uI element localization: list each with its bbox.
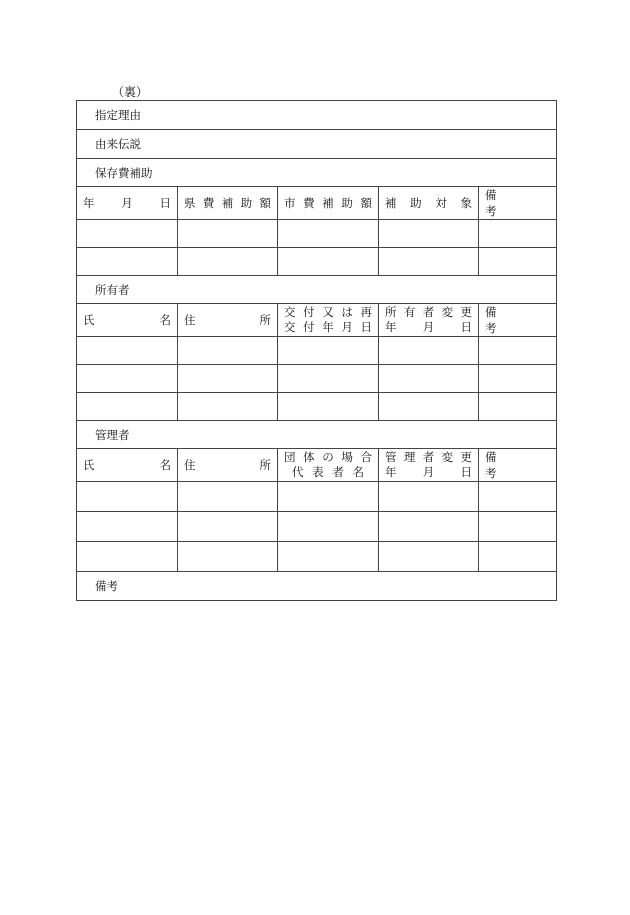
remarks-label: 備考 [77,572,557,601]
entry-cell[interactable] [278,512,379,542]
entry-cell[interactable] [278,393,379,421]
owner-change-header-line1: 所有者変更 [385,305,472,319]
manager-change-header-line1: 管理者変更 [385,450,472,464]
manager-name-header: 氏 名 [77,449,178,482]
entry-cell[interactable] [178,512,278,542]
entry-cell[interactable] [178,337,278,365]
entry-cell[interactable] [77,248,178,276]
owner-label: 所有者 [77,276,557,304]
manager-change-header [379,449,479,482]
entry-cell[interactable] [178,542,278,572]
manager-header-row [77,449,557,482]
entry-cell[interactable] [379,512,479,542]
registration-form-back [76,100,557,601]
owner-header-row [77,304,557,337]
subsidy-label: 保存費補助 [77,159,557,187]
entry-cell[interactable] [479,365,557,393]
entry-cell[interactable] [379,337,479,365]
representative-header-line1: 団体の場合 [284,450,372,464]
entry-cell[interactable] [278,220,379,248]
manager-remarks-header: 備 考 [479,449,557,482]
designation-reason-label: 指定理由 [77,101,557,130]
representative-header [278,449,379,482]
manager-label: 管理者 [77,421,557,449]
entry-cell[interactable] [178,393,278,421]
owner-address-header: 住 所 [178,304,278,337]
subsidy-entry-row [77,220,557,248]
owner-remarks-header: 備 考 [479,304,557,337]
manager-entry-row [77,542,557,572]
entry-cell[interactable] [479,248,557,276]
legend-label: 由来伝説 [77,130,557,159]
representative-header-line2: 代表者名 [292,465,364,479]
entry-cell[interactable] [278,482,379,512]
entry-cell[interactable] [479,482,557,512]
issue-date-header-line1: 交付又は再 [284,305,372,319]
owner-entry-row [77,365,557,393]
issue-date-header [278,304,379,337]
entry-cell[interactable] [178,220,278,248]
entry-cell[interactable] [379,542,479,572]
entry-cell[interactable] [379,248,479,276]
entry-cell[interactable] [379,393,479,421]
entry-cell[interactable] [278,542,379,572]
entry-cell[interactable] [77,542,178,572]
entry-cell[interactable] [77,365,178,393]
entry-cell[interactable] [278,337,379,365]
entry-cell[interactable] [178,482,278,512]
owner-change-header [379,304,479,337]
subsidy-header-row [77,187,557,220]
entry-cell[interactable] [479,220,557,248]
entry-cell[interactable] [479,542,557,572]
manager-entry-row [77,512,557,542]
subsidy-remarks-header: 備 考 [479,187,557,220]
issue-date-header-line2: 交付年月日 [284,320,372,334]
subsidy-date-header: 年 月 日 [77,187,178,220]
prefecture-subsidy-header: 県 費 補 助 額 [178,187,278,220]
entry-cell[interactable] [77,337,178,365]
subsidy-target-header: 補 助 対 象 [379,187,479,220]
manager-change-header-line2: 年 月 日 [385,465,472,479]
owner-name-header: 氏 名 [77,304,178,337]
manager-address-header: 住 所 [178,449,278,482]
subsidy-entry-row [77,248,557,276]
entry-cell[interactable] [278,248,379,276]
owner-change-header-line2: 年 月 日 [385,320,472,334]
entry-cell[interactable] [379,482,479,512]
entry-cell[interactable] [379,220,479,248]
entry-cell[interactable] [479,337,557,365]
manager-entry-row [77,482,557,512]
city-subsidy-header: 市 費 補 助 額 [278,187,379,220]
entry-cell[interactable] [77,393,178,421]
entry-cell[interactable] [178,248,278,276]
owner-entry-row [77,393,557,421]
entry-cell[interactable] [278,365,379,393]
entry-cell[interactable] [178,365,278,393]
entry-cell[interactable] [77,482,178,512]
entry-cell[interactable] [379,365,479,393]
entry-cell[interactable] [77,512,178,542]
back-side-label: （裏） [112,85,149,99]
entry-cell[interactable] [479,512,557,542]
owner-entry-row [77,337,557,365]
entry-cell[interactable] [479,393,557,421]
entry-cell[interactable] [77,220,178,248]
